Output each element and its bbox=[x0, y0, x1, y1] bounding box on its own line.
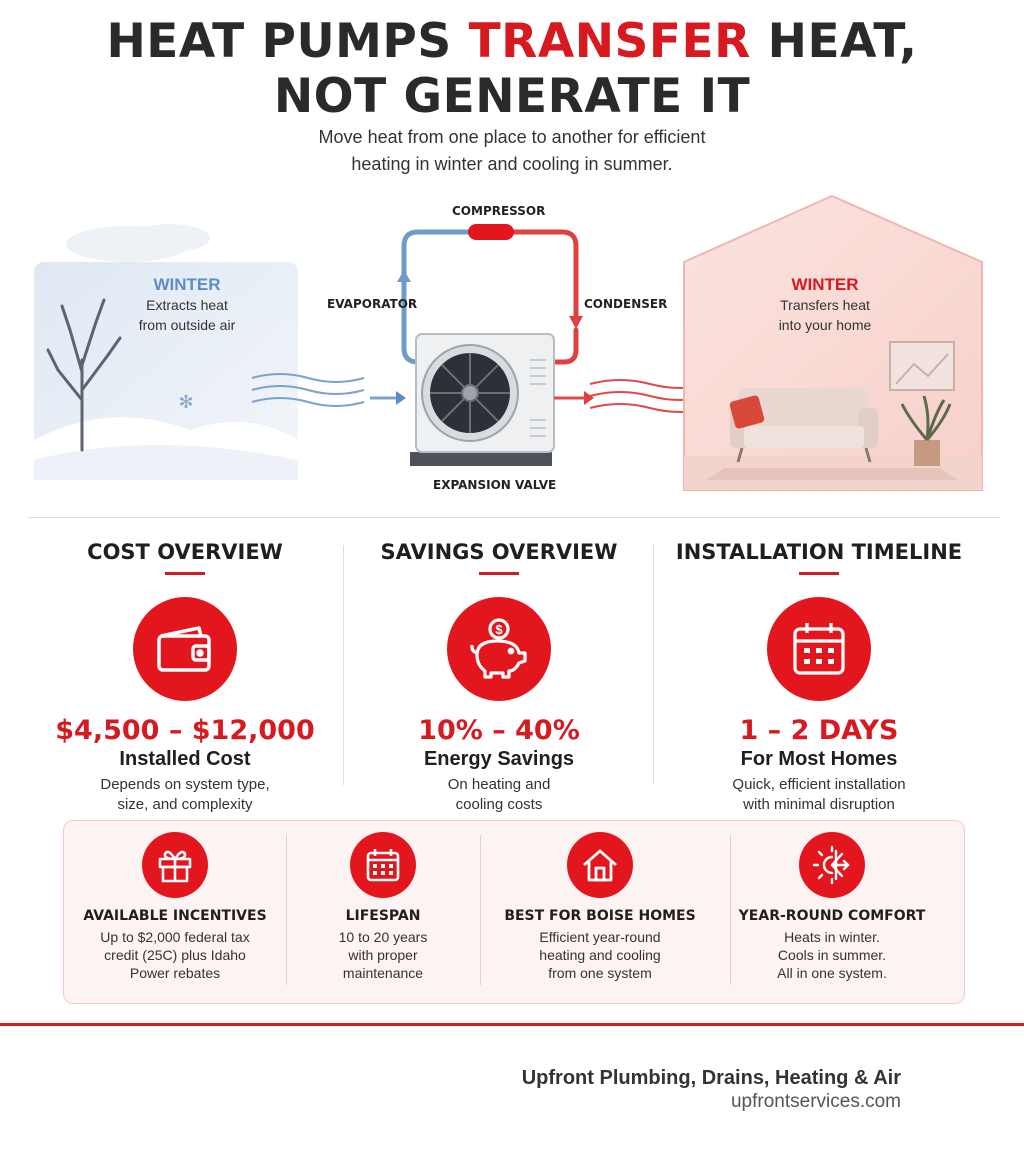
house-scene bbox=[684, 196, 982, 490]
fan-icon bbox=[430, 353, 510, 433]
available-incentives: AVAILABLE INCENTIVES Up to $2,000 federal tax credit (25C) plus Idaho Power rebates bbox=[64, 832, 286, 982]
heat-pump-diagram bbox=[0, 190, 1024, 510]
compressor-icon bbox=[468, 224, 514, 240]
wallet-icon bbox=[133, 597, 237, 701]
footer-rule bbox=[0, 1023, 1024, 1026]
expansion-valve-label: EXPANSION VALVE bbox=[433, 478, 557, 492]
winter-scene bbox=[34, 224, 298, 480]
column-separator-2 bbox=[653, 545, 654, 785]
title-highlight: TRANSFER bbox=[468, 14, 751, 69]
snowflake-icon: ✻ bbox=[178, 392, 194, 412]
year-round-comfort: YEAR-ROUND COMFORT Heats in winter. Cools in summer. All in one system. bbox=[731, 832, 933, 982]
installation-timeline: INSTALLATION TIMELINE 1 – 2 DAYS For Most Homes Quick, efficient installation with minimal disruption bbox=[675, 540, 963, 813]
inside-winter-note: WINTER Transfers heat into your home bbox=[778, 275, 872, 333]
piggy-bank-icon bbox=[447, 597, 551, 701]
condenser-arrow-icon bbox=[569, 316, 583, 329]
evaporator-label: EVAPORATOR bbox=[327, 297, 418, 311]
calendar-icon bbox=[350, 832, 416, 898]
cold-arrow-icon bbox=[396, 391, 406, 405]
svg-text:$: $ bbox=[495, 622, 503, 637]
best-for-boise-homes: BEST FOR BOISE HOMES Efficient year-round heating and cooling from one system bbox=[481, 832, 719, 982]
company-name: Upfront Plumbing, Drains, Heating & Air bbox=[521, 1067, 901, 1089]
page-subtitle: Move heat from one place to another for efficient heating in winter and cooling in summer. bbox=[318, 127, 706, 174]
house-icon bbox=[567, 832, 633, 898]
cost-overview: COST OVERVIEW $4,500 – $12,000 Installed Cost Depends on system type, size, and complexity bbox=[55, 540, 315, 813]
condenser-label: CONDENSER bbox=[584, 297, 668, 311]
savings-overview: SAVINGS OVERVIEW $ 10% – 40% Energy Savings On heating and cooling costs bbox=[380, 540, 618, 813]
outdoor-unit bbox=[410, 334, 554, 466]
evaporator-arrow-icon bbox=[397, 270, 411, 282]
compressor-label: COMPRESSOR bbox=[452, 204, 546, 218]
calendar-icon bbox=[767, 597, 871, 701]
outside-winter-note: WINTER Extracts heat from outside air bbox=[138, 275, 236, 333]
page-title: HEAT PUMPS TRANSFER HEAT, NOT GENERATE IT bbox=[106, 14, 918, 124]
section-divider bbox=[28, 517, 1000, 518]
warm-arrow-icon bbox=[584, 391, 594, 405]
lifespan: LIFESPAN 10 to 20 years with proper maintenance bbox=[287, 832, 479, 982]
gift-icon bbox=[142, 832, 208, 898]
sun-snowflake-icon bbox=[799, 832, 865, 898]
company-website[interactable]: upfrontservices.com bbox=[730, 1091, 901, 1112]
